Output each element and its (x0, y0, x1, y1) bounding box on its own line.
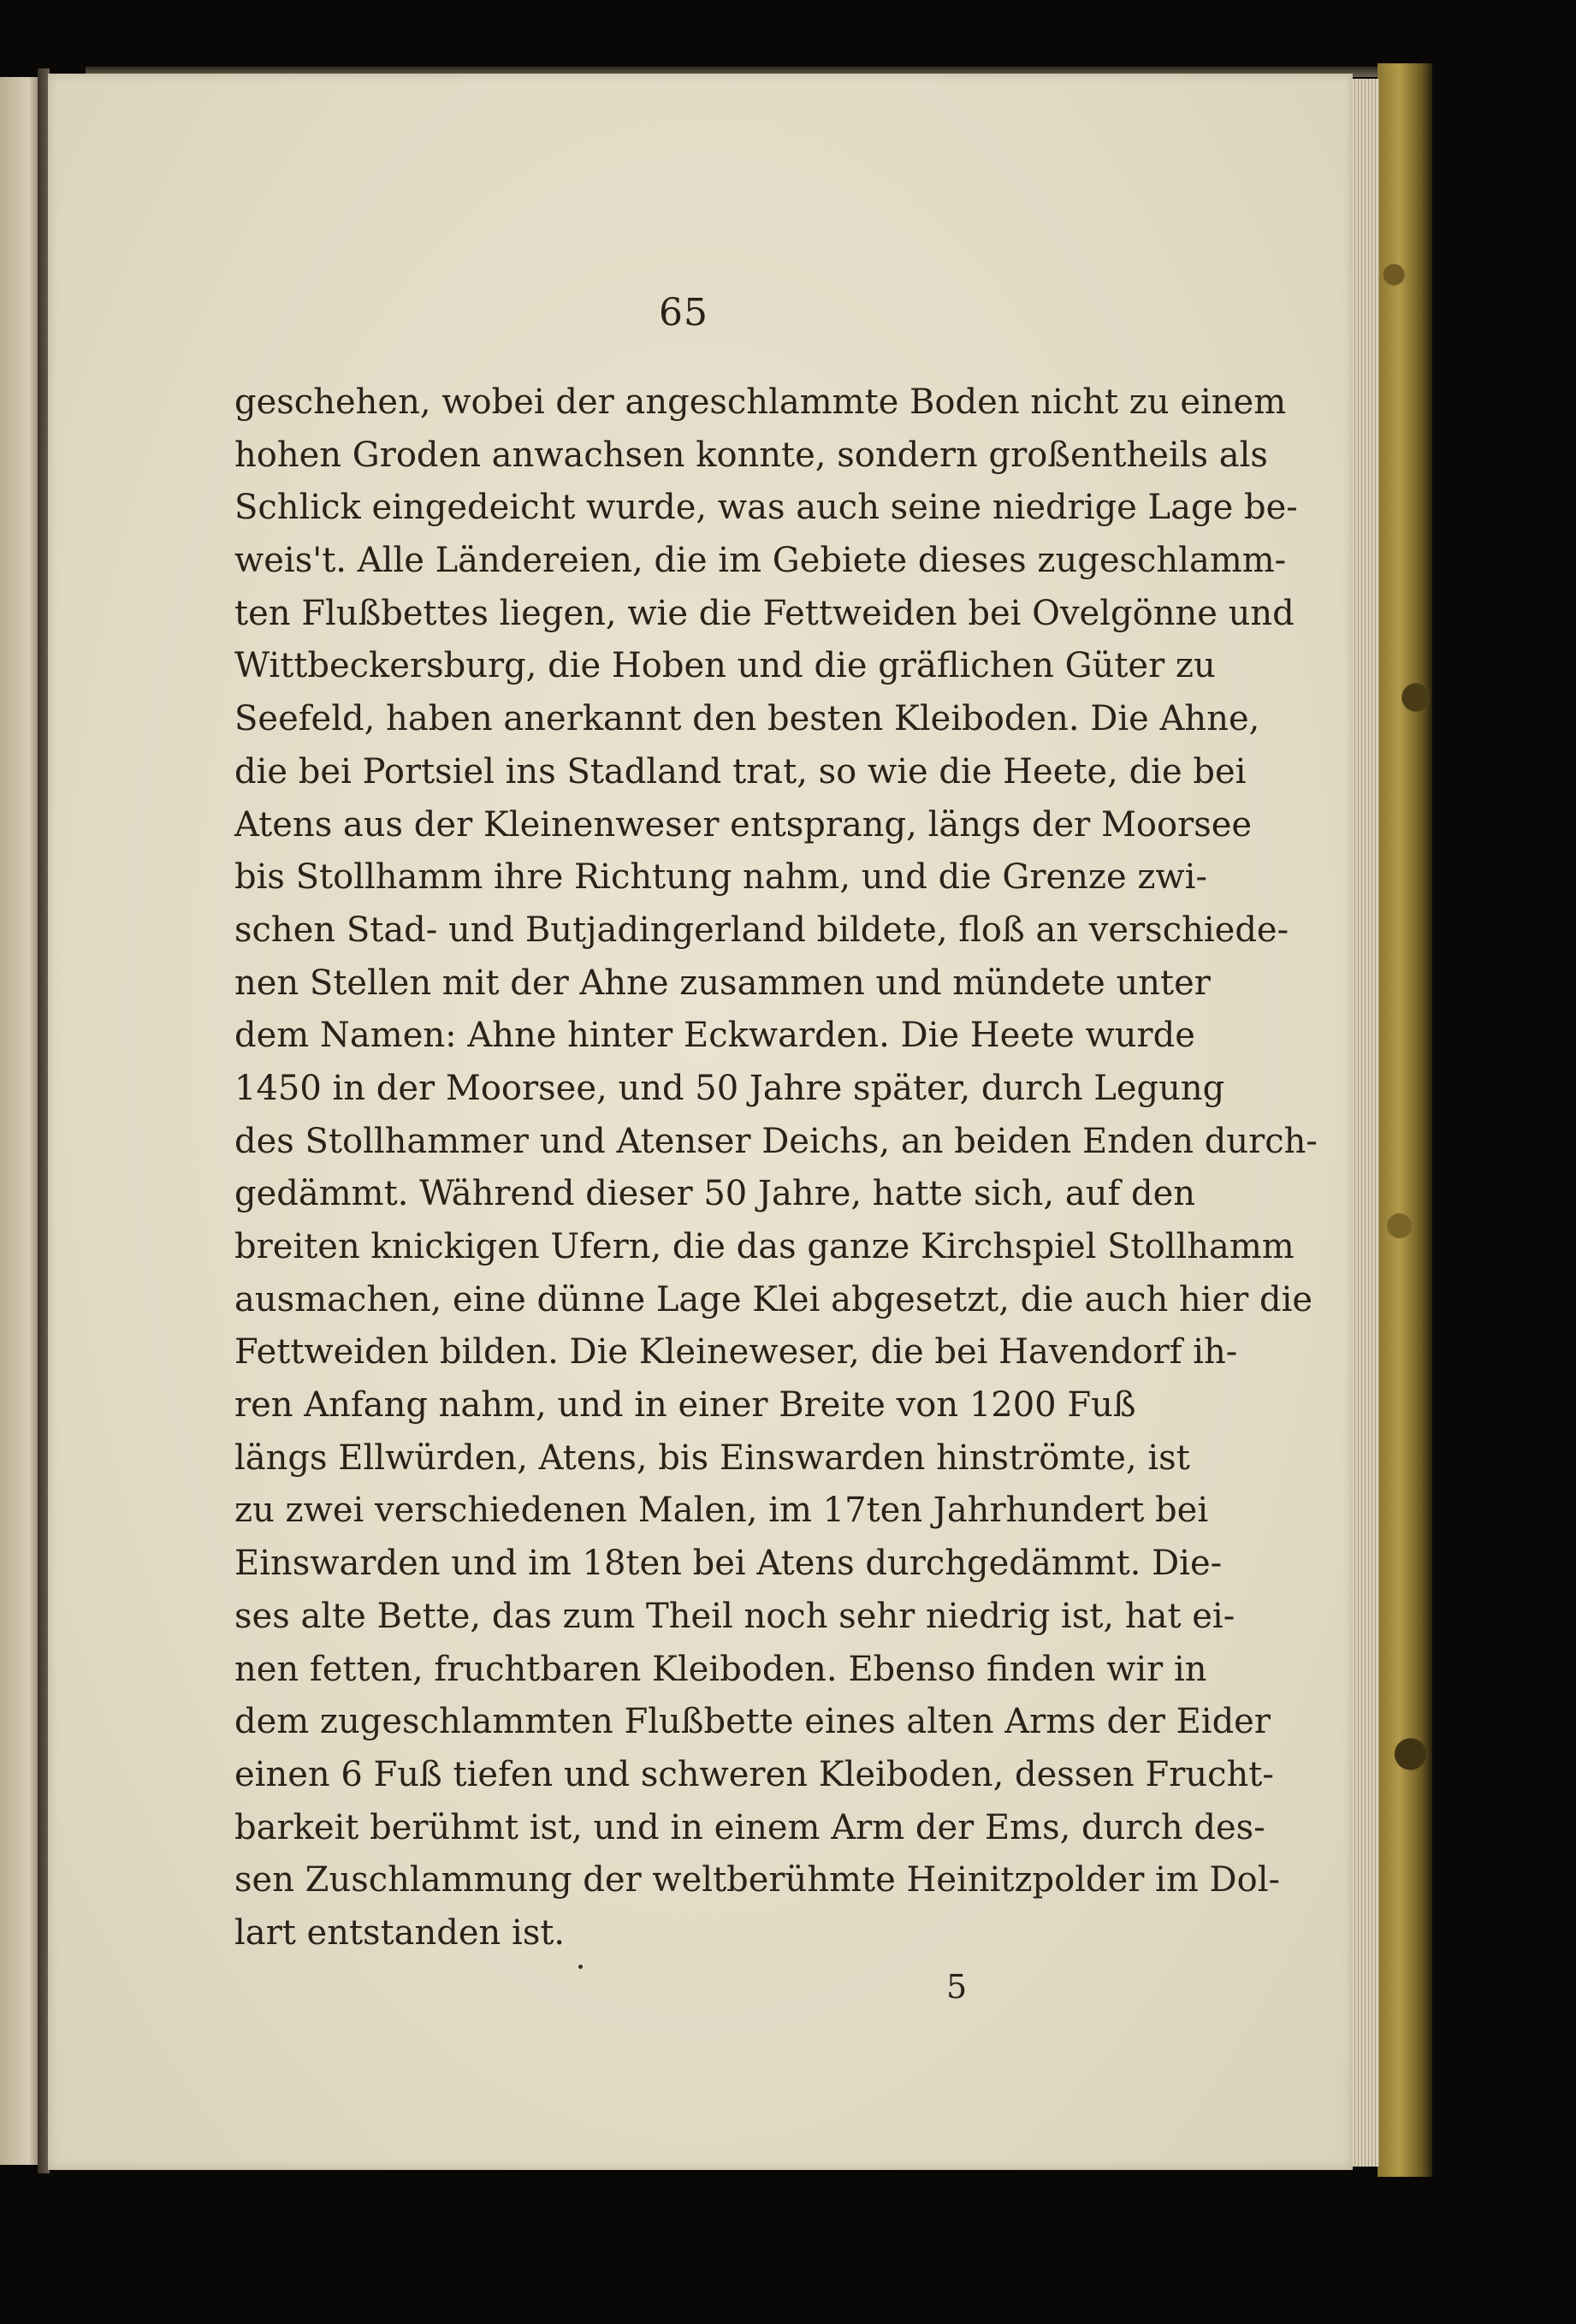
text-line: des Stollhammer und Atenser Deichs, an beiden Enden durch- (234, 1121, 1318, 1161)
page-stack-edges (1352, 79, 1379, 2167)
signature-mark: 5 (946, 1968, 968, 2006)
text-line: sen Zuschlammung der weltberühmte Heinitzpolder im Dol- (234, 1860, 1281, 1900)
text-line: weis't. Alle Ländereien, die im Gebiete dieses zugeschlamm- (234, 541, 1287, 581)
text-line: Fettweiden bilden. Die Kleineweser, die bei Havendorf ih- (234, 1332, 1238, 1372)
text-line: Einswarden und im 18ten bei Atens durchgedämmt. Die- (234, 1544, 1223, 1584)
text-line: ren Anfang nahm, und in einer Breite von 1200 Fuß (234, 1385, 1136, 1426)
text-line: zu zwei verschiedenen Malen, im 17ten Jahrhundert bei (234, 1491, 1209, 1531)
page-number: 65 (659, 291, 708, 335)
ink-dot (578, 1965, 583, 1969)
text-line: 1450 in der Moorsee, und 50 Jahre später, durch Legung (234, 1068, 1225, 1108)
text-line: nen Stellen mit der Ahne zusammen und mündete unter (234, 963, 1211, 1003)
text-line: nen fetten, fruchtbaren Kleiboden. Ebenso finden wir in (234, 1649, 1207, 1689)
text-line: Atens aus der Kleinenweser entsprang, längs der Moorsee (234, 804, 1253, 845)
text-line: Wittbeckersburg, die Hoben und die gräflichen Güter zu (234, 646, 1216, 686)
text-line: dem zugeschlammten Flußbette eines alten Arms der Eider (234, 1702, 1271, 1742)
text-line: lart entstanden ist. (234, 1912, 566, 1953)
text-line: ausmachen, eine dünne Lage Klei abgesetzt, die auch hier die (234, 1279, 1313, 1319)
text-line: die bei Portsiel ins Stadland trat, so wie die Heete, die bei (234, 751, 1247, 791)
text-line: hohen Groden anwachsen konnte, sondern großentheils als (234, 435, 1268, 475)
text-line: bis Stollhamm ihre Richtung nahm, und die Grenze zwi- (234, 857, 1207, 898)
text-line: einen 6 Fuß tiefen und schweren Kleiboden, dessen Frucht- (234, 1754, 1274, 1794)
text-line: schen Stad- und Butjadingerland bildete, floß an verschiede- (234, 910, 1289, 950)
text-line: längs Ellwürden, Atens, bis Einswarden hinströmte, ist (234, 1438, 1190, 1478)
text-line: breiten knickigen Ufern, die das ganze Kirchspiel Stollhamm (234, 1227, 1295, 1266)
text-line: barkeit berühmt ist, und in einem Arm der Ems, durch des- (234, 1807, 1265, 1847)
text-line: Schlick eingedeicht wurde, was auch seine niedrige Lage be- (234, 488, 1298, 528)
text-line: geschehen, wobei der angeschlammte Boden nicht zu einem (234, 382, 1287, 422)
marbled-cover (1378, 63, 1432, 2177)
left-page-edge (0, 77, 41, 2165)
text-line: ten Flußbettes liegen, wie die Fettweiden bei Ovelgönne und (234, 593, 1295, 633)
text-line: dem Namen: Ahne hinter Eckwarden. Die Heete wurde (234, 1016, 1195, 1056)
body-text (234, 376, 1318, 1960)
text-line: ses alte Bette, das zum Theil noch sehr niedrig ist, hat ei- (234, 1596, 1235, 1636)
text-line: Seefeld, haben anerkannt den besten Kleiboden. Die Ahne, (234, 699, 1260, 739)
text-line: gedämmt. Während dieser 50 Jahre, hatte sich, auf den (234, 1174, 1196, 1214)
